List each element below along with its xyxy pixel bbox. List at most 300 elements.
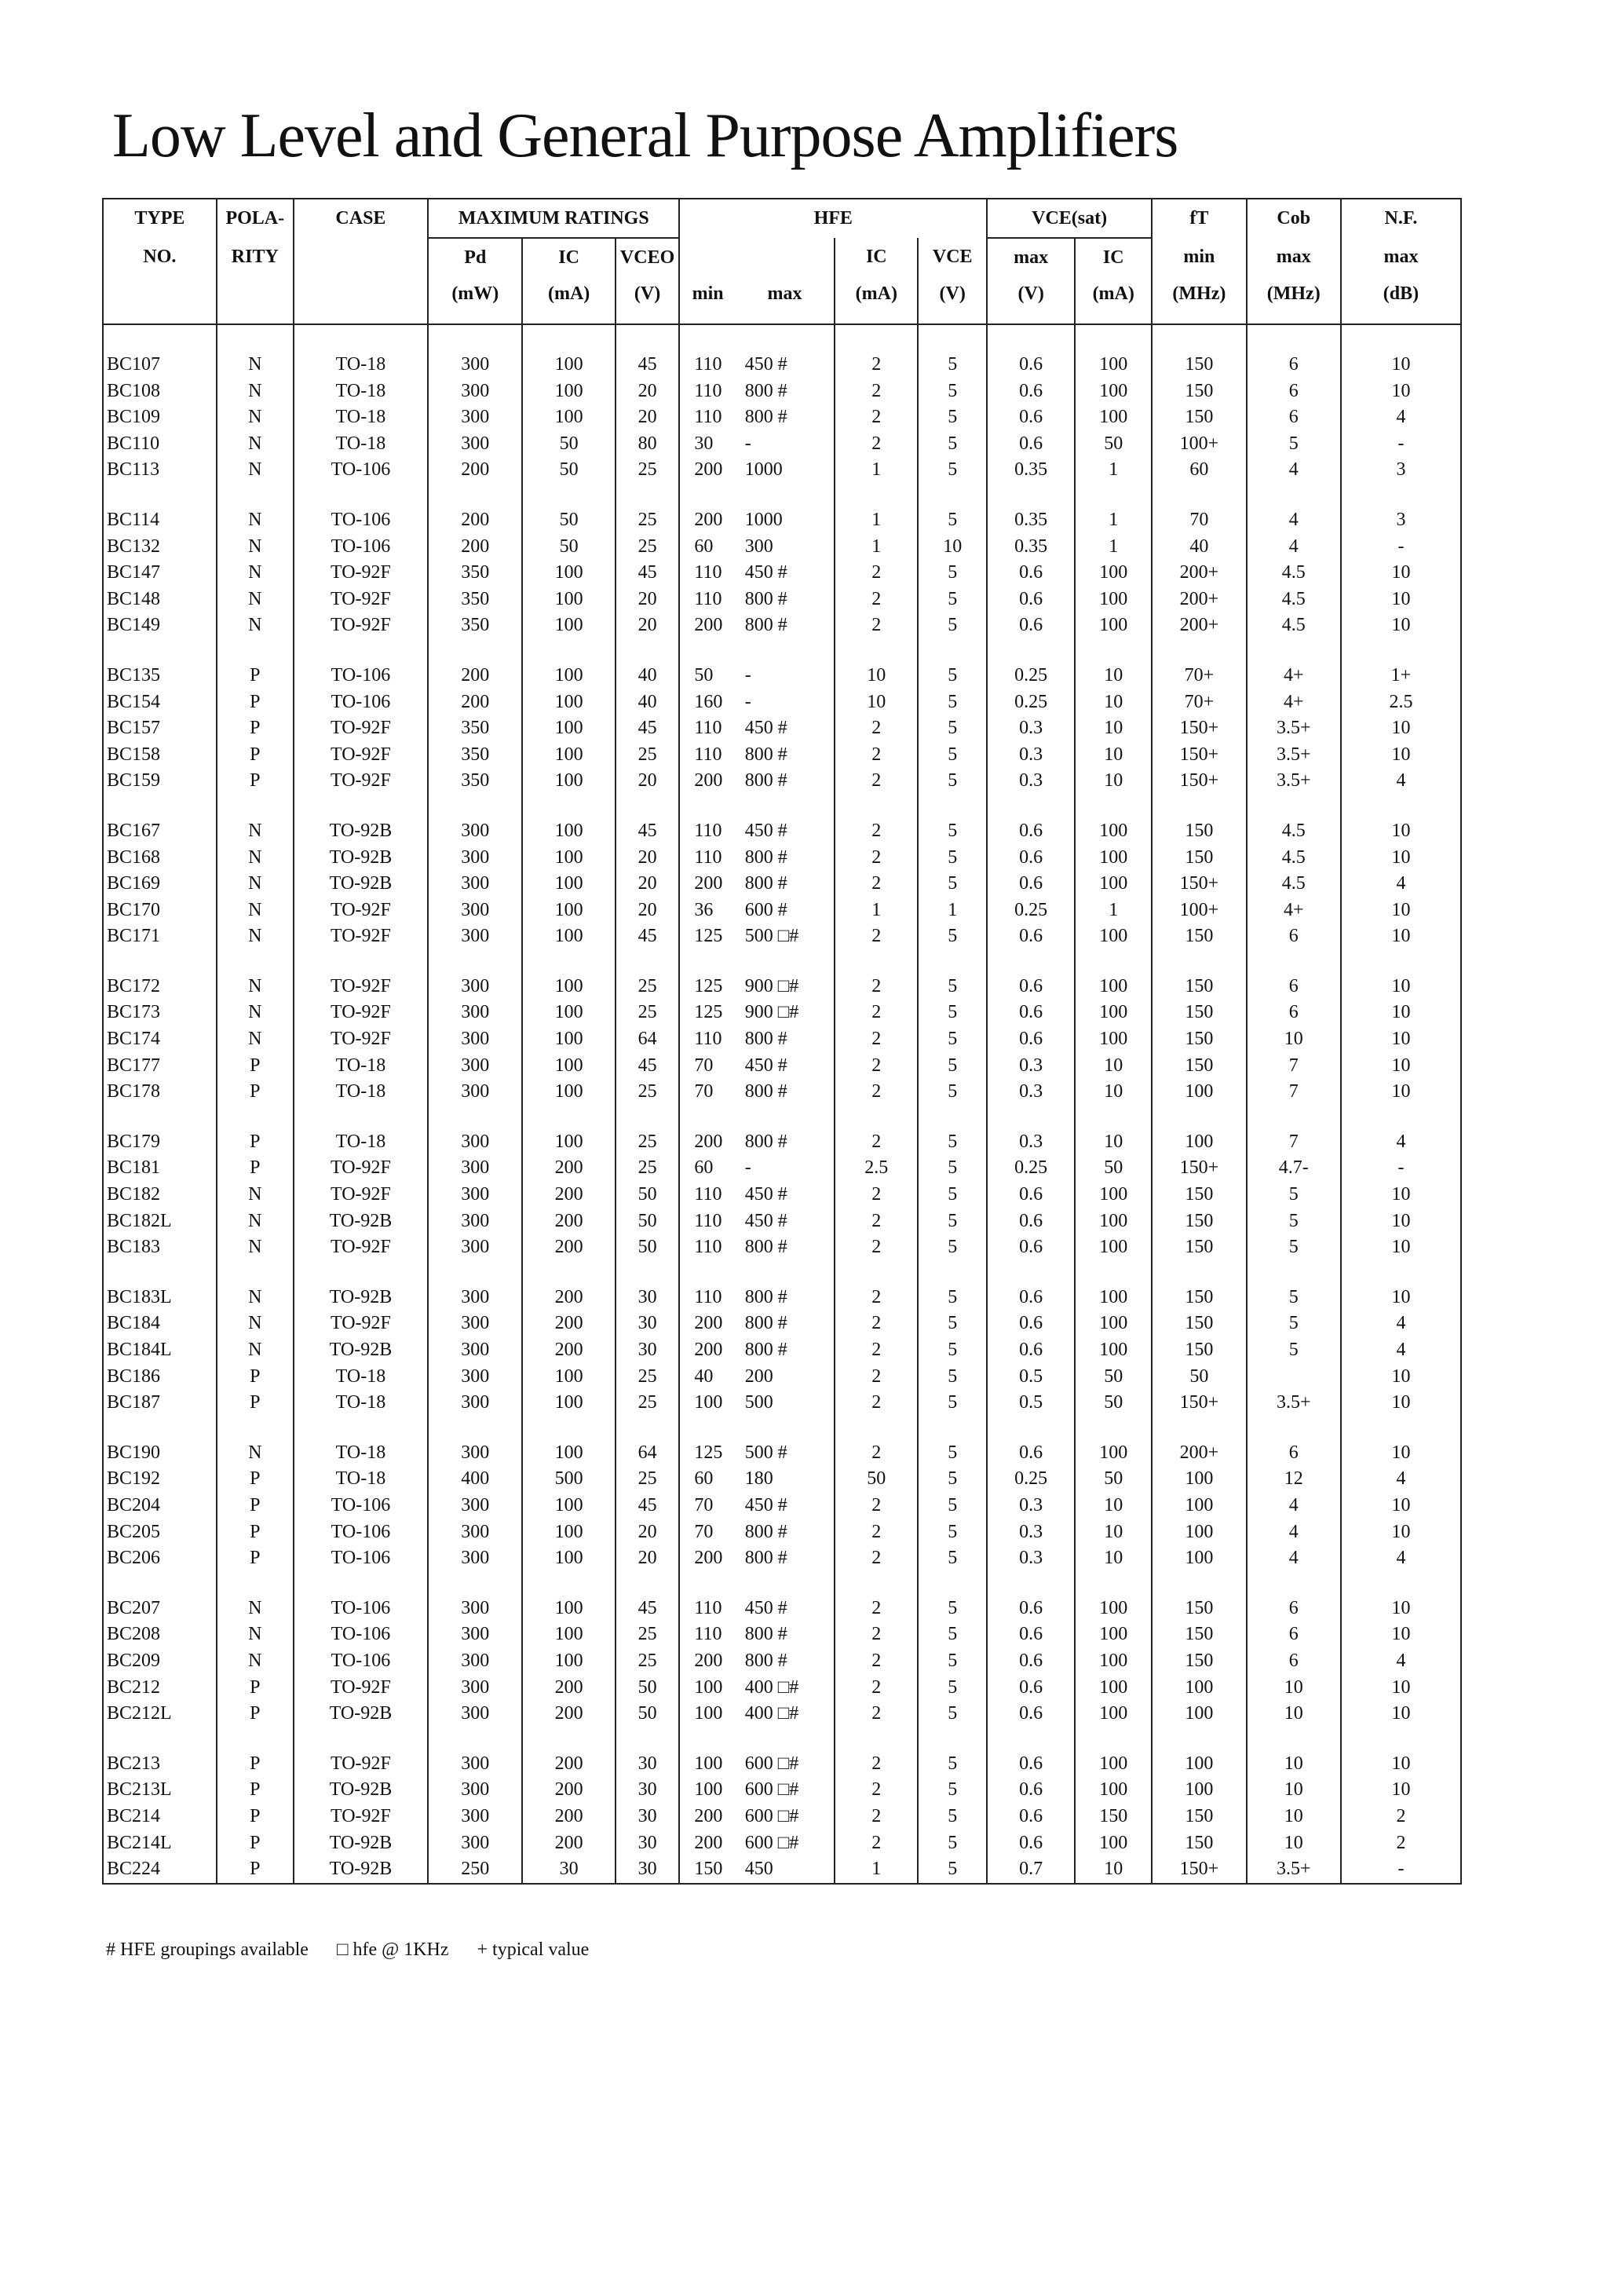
cell-hfe-vce: 5 (918, 1596, 987, 1622)
cell-nf-max: 3 (1341, 457, 1461, 484)
cell-hfe-min: 110 (694, 1210, 722, 1231)
cell-hfe-max: 800 # (736, 587, 835, 613)
cell-ic: 100 (522, 768, 615, 795)
cell-hfe-vce: 5 (918, 1000, 987, 1026)
legend (106, 1940, 612, 1961)
table-row (103, 1830, 1461, 1857)
cell-ic: 100 (522, 560, 615, 587)
cell-nf-max: 4 (1341, 768, 1461, 795)
cell-polarity: N (217, 1000, 294, 1026)
cell-ic: 30 (522, 1856, 615, 1884)
cell-hfe-min: 70 (694, 1081, 714, 1102)
cell-hfe-max: 450 # (736, 1182, 835, 1208)
cell-vceo: 25 (616, 1000, 680, 1026)
table-row (103, 1751, 1461, 1778)
cell-nf-max: 4 (1341, 1466, 1461, 1493)
cell-ft-min: 40 (1152, 534, 1246, 561)
cell-vcesat-max: 0.6 (987, 845, 1075, 872)
header-hfe-min: min (679, 276, 735, 324)
cell-type-no: BC158 (103, 742, 217, 769)
header-polarity: POLA- (217, 199, 294, 238)
cell-cob-max: 6 (1247, 923, 1341, 950)
cell-vcesat-ic: 100 (1075, 1234, 1152, 1261)
cell-hfe-ic: 2 (835, 871, 918, 898)
cell-nf-max: 1+ (1341, 663, 1461, 689)
cell-hfe-ic: 2 (835, 715, 918, 742)
cell-hfe-vce: 5 (918, 1234, 987, 1261)
cell-hfe-max: 800 # (736, 1621, 835, 1648)
cell-hfe-vce: 5 (918, 768, 987, 795)
cell-hfe-max: 500 (736, 1390, 835, 1417)
cell-vceo: 20 (616, 845, 680, 872)
cell-vcesat-max: 0.3 (987, 768, 1075, 795)
table-row (103, 1000, 1461, 1026)
cell-pd: 300 (428, 898, 522, 924)
cell-vcesat-ic: 10 (1075, 1856, 1152, 1884)
cell-vcesat-ic: 100 (1075, 1777, 1152, 1804)
cell-pd: 300 (428, 1390, 522, 1417)
cell-cob-max: 5 (1247, 1311, 1341, 1337)
cell-hfe-min: 200 (694, 770, 723, 792)
cell-case: TO-92F (294, 742, 428, 769)
cell-hfe-min: 100 (694, 1779, 723, 1801)
cell-ft-min: 150 (1152, 1337, 1246, 1364)
cell-type-no: BC224 (103, 1856, 217, 1884)
table-row (103, 1053, 1461, 1080)
cell-ic: 100 (522, 587, 615, 613)
cell-ic: 200 (522, 1337, 615, 1364)
cell-vceo: 25 (616, 742, 680, 769)
cell-nf-max: 10 (1341, 1596, 1461, 1622)
table-row (103, 378, 1461, 405)
cell-vcesat-max: 0.6 (987, 1751, 1075, 1778)
cell-hfe-max: 450 # (736, 715, 835, 742)
cell-vcesat-max: 0.25 (987, 689, 1075, 716)
cell-hfe-max: 400 □# (736, 1701, 835, 1727)
cell-case: TO-92B (294, 818, 428, 845)
cell-hfe-vce: 5 (918, 404, 987, 431)
cell-case: TO-92F (294, 1026, 428, 1053)
cell-type-no: BC213 (103, 1751, 217, 1778)
cell-polarity: N (217, 1026, 294, 1053)
cell-type-no: BC184L (103, 1337, 217, 1364)
header-hfe-ic: IC (835, 238, 918, 276)
cell-hfe-vce: 5 (918, 871, 987, 898)
table-row (103, 1777, 1461, 1804)
cell-vcesat-max: 0.3 (987, 1519, 1075, 1546)
cell-vceo: 20 (616, 871, 680, 898)
cell-hfe-vce: 5 (918, 1493, 987, 1519)
table-row (103, 898, 1461, 924)
cell-ft-min: 150 (1152, 1000, 1246, 1026)
cell-hfe-ic: 2 (835, 378, 918, 405)
cell-ic: 200 (522, 1804, 615, 1830)
cell-pd: 300 (428, 431, 522, 458)
cell-type-no: BC154 (103, 689, 217, 716)
cell-pd: 300 (428, 1519, 522, 1546)
cell-ft-min: 150 (1152, 923, 1246, 950)
cell-polarity: N (217, 1208, 294, 1235)
cell-polarity: N (217, 1596, 294, 1622)
cell-vcesat-ic: 100 (1075, 404, 1152, 431)
cell-type-no: BC147 (103, 560, 217, 587)
cell-vcesat-max: 0.3 (987, 1053, 1075, 1080)
cell-vcesat-max: 0.5 (987, 1364, 1075, 1391)
cell-vcesat-max: 0.6 (987, 1026, 1075, 1053)
cell-nf-max: 10 (1341, 1079, 1461, 1106)
cell-ft-min: 150 (1152, 845, 1246, 872)
cell-type-no: BC167 (103, 818, 217, 845)
cell-hfe-vce: 5 (918, 560, 987, 587)
cell-hfe-vce: 5 (918, 1364, 987, 1391)
header-hfe-vce: VCE (918, 238, 987, 276)
cell-vcesat-ic: 100 (1075, 1311, 1152, 1337)
cell-hfe-vce: 5 (918, 1182, 987, 1208)
cell-pd: 300 (428, 1053, 522, 1080)
cell-polarity: P (217, 1053, 294, 1080)
cell-type-no: BC132 (103, 534, 217, 561)
cell-nf-max: 10 (1341, 1621, 1461, 1648)
cell-hfe-ic: 2 (835, 1621, 918, 1648)
cell-polarity: N (217, 1234, 294, 1261)
cell-nf-max: 10 (1341, 1000, 1461, 1026)
cell-polarity: N (217, 1311, 294, 1337)
cell-hfe-max: 450 # (736, 352, 835, 378)
cell-case: TO-92B (294, 1285, 428, 1311)
cell-hfe-ic: 1 (835, 898, 918, 924)
cell-nf-max: - (1341, 1155, 1461, 1182)
cell-hfe-max: 900 □# (736, 974, 835, 1000)
cell-ic: 100 (522, 1493, 615, 1519)
cell-cob-max: 4+ (1247, 663, 1341, 689)
cell-vcesat-ic: 10 (1075, 1493, 1152, 1519)
cell-case: TO-18 (294, 1053, 428, 1080)
cell-polarity: N (217, 507, 294, 534)
cell-hfe-ic: 2 (835, 1596, 918, 1622)
cell-hfe-vce: 5 (918, 587, 987, 613)
cell-hfe-ic: 2 (835, 1777, 918, 1804)
cell-case: TO-18 (294, 1440, 428, 1467)
cell-ft-min: 150 (1152, 1285, 1246, 1311)
cell-hfe-max: 800 # (736, 612, 835, 639)
cell-type-no: BC109 (103, 404, 217, 431)
cell-vcesat-max: 0.6 (987, 1701, 1075, 1727)
cell-hfe-vce: 5 (918, 1079, 987, 1106)
cell-vceo: 64 (616, 1440, 680, 1467)
cell-vcesat-ic: 10 (1075, 768, 1152, 795)
cell-polarity: P (217, 1079, 294, 1106)
cell-type-no: BC110 (103, 431, 217, 458)
cell-hfe-min: 110 (694, 588, 722, 609)
cell-pd: 300 (428, 1000, 522, 1026)
cell-vceo: 20 (616, 404, 680, 431)
cell-nf-max: 10 (1341, 587, 1461, 613)
cell-ft-min: 100 (1152, 1675, 1246, 1702)
cell-cob-max: 4.5 (1247, 818, 1341, 845)
cell-nf-max: 4 (1341, 1648, 1461, 1675)
header-ft-unit: (MHz) (1152, 276, 1246, 324)
cell-ic: 100 (522, 898, 615, 924)
cell-ic: 200 (522, 1777, 615, 1804)
cell-hfe-ic: 2 (835, 1493, 918, 1519)
cell-vcesat-max: 0.6 (987, 1000, 1075, 1026)
table-row (103, 1182, 1461, 1208)
cell-hfe-vce: 5 (918, 1804, 987, 1830)
cell-nf-max: 2.5 (1341, 689, 1461, 716)
cell-cob-max: 3.5+ (1247, 768, 1341, 795)
cell-vcesat-max: 0.6 (987, 378, 1075, 405)
cell-ic: 500 (522, 1466, 615, 1493)
cell-type-no: BC114 (103, 507, 217, 534)
header-case: CASE (294, 199, 428, 238)
cell-hfe-min: 110 (694, 407, 722, 428)
table-row (103, 742, 1461, 769)
cell-vcesat-max: 0.3 (987, 1493, 1075, 1519)
cell-pd: 300 (428, 1493, 522, 1519)
cell-hfe-min: 200 (694, 615, 723, 636)
cell-case: TO-92F (294, 1675, 428, 1702)
cell-hfe-ic: 1 (835, 534, 918, 561)
table-row (103, 1337, 1461, 1364)
cell-vceo: 45 (616, 1596, 680, 1622)
cell-vcesat-ic: 50 (1075, 1155, 1152, 1182)
cell-hfe-max: 600 □# (736, 1777, 835, 1804)
cell-type-no: BC113 (103, 457, 217, 484)
cell-ft-min: 150 (1152, 1804, 1246, 1830)
cell-cob-max: 7 (1247, 1053, 1341, 1080)
cell-type-no: BC182L (103, 1208, 217, 1235)
cell-hfe-min: 200 (694, 1650, 723, 1671)
cell-pd: 300 (428, 1079, 522, 1106)
cell-case: TO-92F (294, 923, 428, 950)
cell-vcesat-ic: 100 (1075, 1621, 1152, 1648)
table-row (103, 560, 1461, 587)
cell-hfe-vce: 5 (918, 923, 987, 950)
cell-polarity: N (217, 818, 294, 845)
cell-hfe-ic: 2 (835, 1545, 918, 1572)
cell-hfe-ic: 10 (835, 689, 918, 716)
cell-polarity: P (217, 1364, 294, 1391)
cell-nf-max: 4 (1341, 1311, 1461, 1337)
cell-cob-max: 4 (1247, 1493, 1341, 1519)
cell-nf-max: 10 (1341, 1440, 1461, 1467)
cell-hfe-vce: 5 (918, 1675, 987, 1702)
cell-hfe-max: 400 □# (736, 1675, 835, 1702)
cell-hfe-vce: 5 (918, 1856, 987, 1884)
cell-ft-min: 150 (1152, 974, 1246, 1000)
cell-case: TO-106 (294, 1545, 428, 1572)
cell-hfe-min: 70 (694, 1494, 714, 1515)
cell-ft-min: 150 (1152, 1830, 1246, 1857)
cell-ic: 100 (522, 1390, 615, 1417)
cell-vcesat-max: 0.6 (987, 1337, 1075, 1364)
cell-pd: 300 (428, 1545, 522, 1572)
header-vcesat-max-unit: (V) (987, 276, 1075, 324)
cell-hfe-vce: 5 (918, 689, 987, 716)
table-row (103, 1440, 1461, 1467)
cell-ft-min: 150+ (1152, 1856, 1246, 1884)
cell-polarity: N (217, 1621, 294, 1648)
cell-hfe-max: 450 (736, 1856, 835, 1884)
cell-polarity: P (217, 742, 294, 769)
cell-cob-max: 10 (1247, 1804, 1341, 1830)
cell-pd: 350 (428, 742, 522, 769)
cell-ic: 100 (522, 1364, 615, 1391)
cell-nf-max: 10 (1341, 352, 1461, 378)
cell-ic: 100 (522, 871, 615, 898)
cell-ic: 100 (522, 1621, 615, 1648)
cell-vceo: 30 (616, 1337, 680, 1364)
cell-ic: 100 (522, 1026, 615, 1053)
cell-hfe-ic: 2 (835, 1285, 918, 1311)
cell-hfe-min: 110 (694, 1286, 722, 1307)
cell-hfe-max: 800 # (736, 1545, 835, 1572)
cell-ft-min: 150+ (1152, 1390, 1246, 1417)
cell-hfe-ic: 50 (835, 1466, 918, 1493)
cell-pd: 300 (428, 1777, 522, 1804)
cell-nf-max: 10 (1341, 1053, 1461, 1080)
cell-ic: 100 (522, 1596, 615, 1622)
table-row (103, 923, 1461, 950)
cell-ft-min: 100 (1152, 1777, 1246, 1804)
cell-hfe-vce: 5 (918, 1701, 987, 1727)
cell-cob-max: 4 (1247, 1545, 1341, 1572)
cell-hfe-ic: 2 (835, 1182, 918, 1208)
cell-case: TO-106 (294, 507, 428, 534)
cell-hfe-max: 200 (736, 1364, 835, 1391)
table-row (103, 1648, 1461, 1675)
cell-pd: 400 (428, 1466, 522, 1493)
cell-cob-max: 5 (1247, 1182, 1341, 1208)
cell-ft-min: 100 (1152, 1079, 1246, 1106)
cell-type-no: BC159 (103, 768, 217, 795)
cell-hfe-ic: 2 (835, 818, 918, 845)
cell-ic: 100 (522, 404, 615, 431)
cell-polarity: N (217, 352, 294, 378)
header-maximum-ratings: MAXIMUM RATINGS (428, 199, 679, 238)
cell-ft-min: 100 (1152, 1701, 1246, 1727)
cell-cob-max: 7 (1247, 1079, 1341, 1106)
cell-hfe-max: 450 # (736, 1208, 835, 1235)
cell-vcesat-ic: 50 (1075, 1466, 1152, 1493)
cell-vcesat-max: 0.25 (987, 898, 1075, 924)
header-ft-min: min (1152, 238, 1246, 276)
cell-case: TO-92F (294, 1182, 428, 1208)
cell-ft-min: 100 (1152, 1493, 1246, 1519)
cell-hfe-max: 1000 (736, 457, 835, 484)
table-row (103, 1675, 1461, 1702)
cell-case: TO-18 (294, 1129, 428, 1156)
cell-hfe-vce: 5 (918, 1440, 987, 1467)
cell-type-no: BC186 (103, 1364, 217, 1391)
cell-vceo: 45 (616, 560, 680, 587)
cell-hfe-ic: 2 (835, 1311, 918, 1337)
cell-polarity: N (217, 612, 294, 639)
cell-cob-max: 4.5 (1247, 871, 1341, 898)
cell-hfe-ic: 1 (835, 507, 918, 534)
table-row (103, 715, 1461, 742)
cell-nf-max: 10 (1341, 1390, 1461, 1417)
table-row (103, 1208, 1461, 1235)
legend-typical: + typical value (477, 1940, 590, 1960)
cell-hfe-max: 600 □# (736, 1751, 835, 1778)
cell-vcesat-max: 0.6 (987, 352, 1075, 378)
table-row (103, 1129, 1461, 1156)
header-cob-max: max (1247, 238, 1341, 276)
cell-vcesat-max: 0.6 (987, 1648, 1075, 1675)
table-body (103, 324, 1461, 1884)
cell-nf-max: 4 (1341, 404, 1461, 431)
cell-hfe-max: 800 # (736, 378, 835, 405)
cell-cob-max (1247, 1364, 1341, 1391)
cell-polarity: P (217, 1493, 294, 1519)
cell-hfe-max: 1000 (736, 507, 835, 534)
cell-nf-max: 10 (1341, 1026, 1461, 1053)
header-vceo-unit: (V) (616, 276, 680, 324)
cell-vcesat-max: 0.6 (987, 1311, 1075, 1337)
cell-vcesat-ic: 100 (1075, 587, 1152, 613)
page-title: Low Level and General Purpose Amplifiers (112, 101, 1178, 170)
cell-hfe-max: 800 # (736, 1337, 835, 1364)
cell-hfe-min: 200 (694, 1313, 723, 1334)
cell-nf-max: 10 (1341, 1493, 1461, 1519)
cell-vcesat-max: 0.6 (987, 1804, 1075, 1830)
cell-ic: 100 (522, 378, 615, 405)
cell-vcesat-max: 0.6 (987, 587, 1075, 613)
cell-ic: 50 (522, 431, 615, 458)
cell-pd: 300 (428, 974, 522, 1000)
cell-type-no: BC214 (103, 1804, 217, 1830)
cell-cob-max: 10 (1247, 1830, 1341, 1857)
cell-cob-max: 5 (1247, 1285, 1341, 1311)
table-row (103, 871, 1461, 898)
cell-hfe-ic: 2 (835, 1026, 918, 1053)
cell-vceo: 30 (616, 1830, 680, 1857)
cell-hfe-max: 450 # (736, 1493, 835, 1519)
cell-polarity: N (217, 923, 294, 950)
cell-case: TO-92F (294, 1804, 428, 1830)
cell-vcesat-ic: 10 (1075, 1545, 1152, 1572)
header-vcesat-max: max (987, 238, 1075, 276)
cell-ft-min: 70+ (1152, 663, 1246, 689)
cell-case: TO-92B (294, 1208, 428, 1235)
cell-case: TO-106 (294, 663, 428, 689)
table-row (103, 1234, 1461, 1261)
cell-vceo: 80 (616, 431, 680, 458)
cell-vcesat-ic: 100 (1075, 1285, 1152, 1311)
cell-ic: 100 (522, 1545, 615, 1572)
cell-hfe-ic: 2 (835, 1830, 918, 1857)
cell-hfe-max: 800 # (736, 871, 835, 898)
cell-pd: 300 (428, 1675, 522, 1702)
cell-hfe-ic: 2 (835, 1701, 918, 1727)
table-row (103, 818, 1461, 845)
cell-case: TO-106 (294, 1493, 428, 1519)
cell-vcesat-max: 0.6 (987, 871, 1075, 898)
cell-type-no: BC184 (103, 1311, 217, 1337)
cell-hfe-min: 110 (694, 1597, 722, 1618)
cell-ft-min: 100 (1152, 1751, 1246, 1778)
cell-hfe-ic: 2 (835, 1129, 918, 1156)
cell-hfe-max: 600 # (736, 898, 835, 924)
table-row (103, 612, 1461, 639)
cell-vcesat-max: 0.3 (987, 742, 1075, 769)
cell-pd: 350 (428, 768, 522, 795)
cell-polarity: N (217, 378, 294, 405)
cell-nf-max: 10 (1341, 612, 1461, 639)
cell-ft-min: 200+ (1152, 560, 1246, 587)
cell-hfe-min: 200 (694, 1131, 723, 1152)
